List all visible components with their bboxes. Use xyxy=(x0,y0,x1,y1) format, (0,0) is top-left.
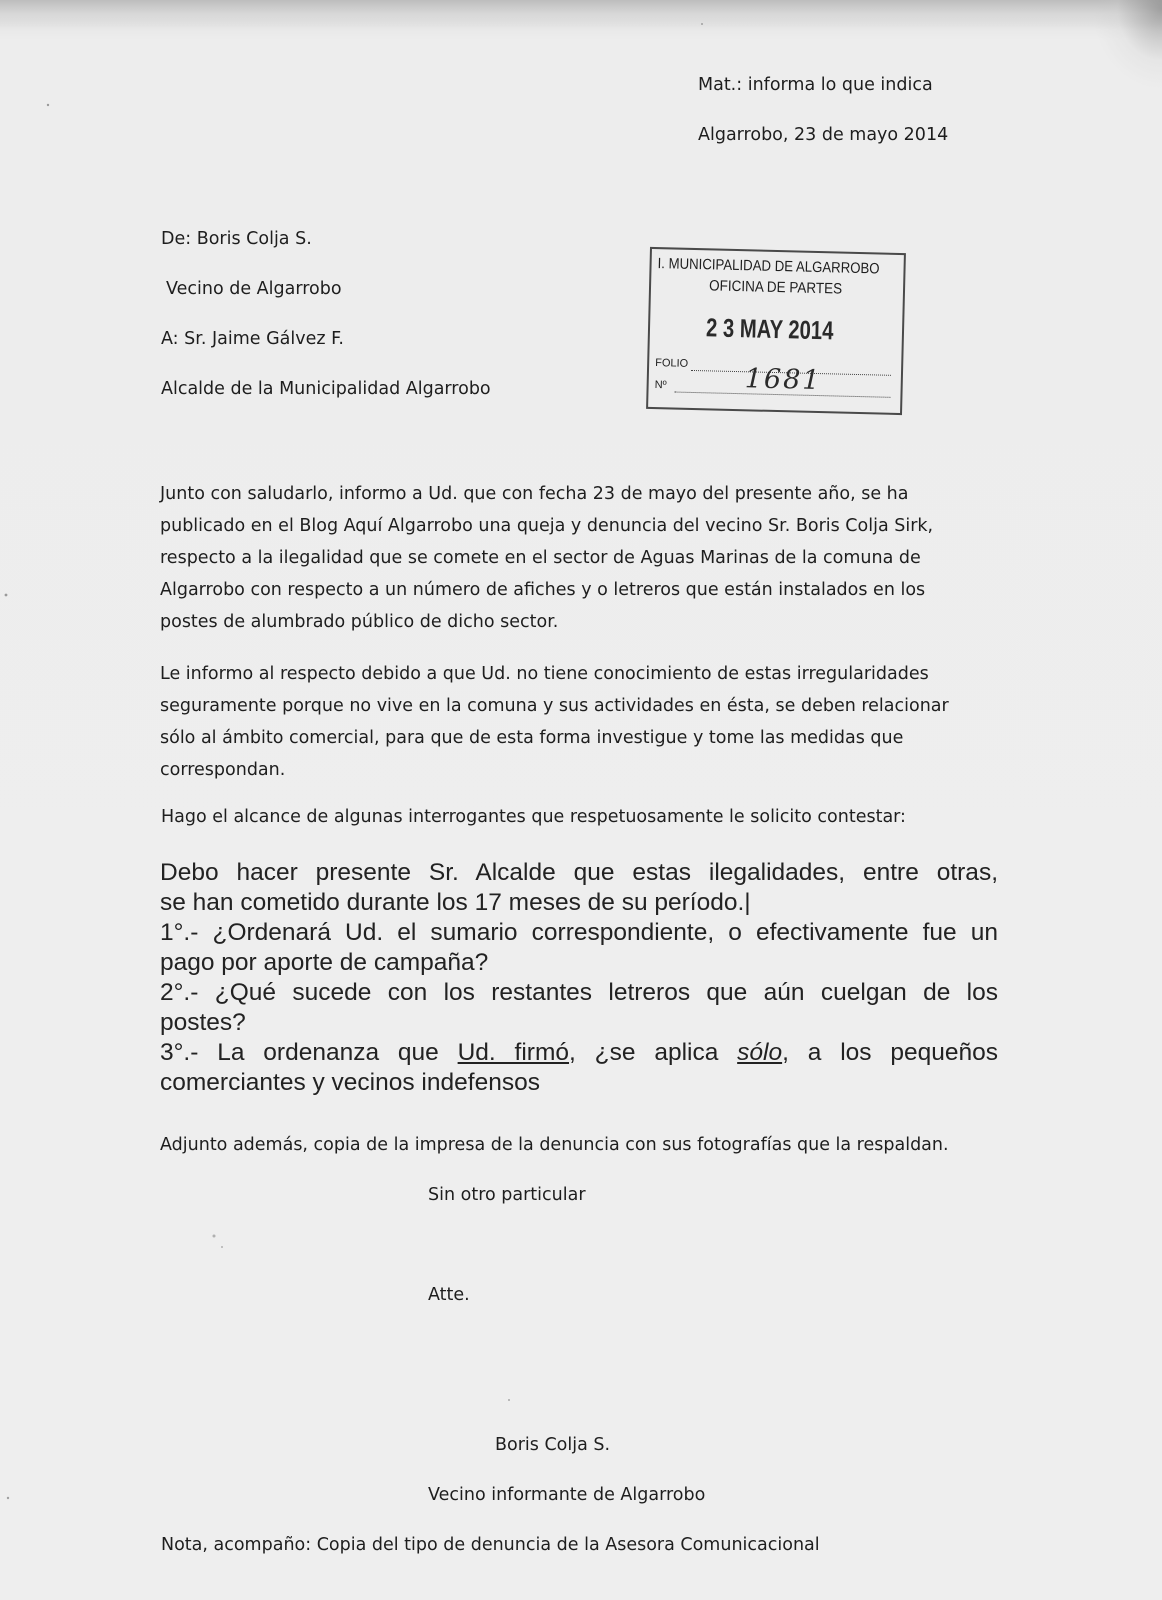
text-line: postes de alumbrado público de dicho sector. xyxy=(160,612,559,632)
question-1-line: pago por aporte de campaña? xyxy=(160,949,489,976)
closing-phrase: Sin otro particular xyxy=(428,1185,586,1205)
question-3-part: , ¿se aplica xyxy=(569,1039,738,1066)
question-2-line: 2°.- ¿Qué sucede con los restantes letreros que aún cuelgan de los xyxy=(160,979,998,1006)
text-line: respecto a la ilegalidad que se comete en el sector de Aguas Marinas de la comuna de xyxy=(160,548,921,568)
stamp-handwritten-number: 1681 xyxy=(744,363,822,397)
recipient-role: Alcalde de la Municipalidad Algarrobo xyxy=(161,379,491,399)
sender-line: De: Boris Colja S. xyxy=(161,229,312,249)
stamp-folio-label: FOLIO xyxy=(655,357,689,370)
question-3-part: , a los pequeños xyxy=(782,1039,998,1066)
stamp-institution: I. MUNICIPALIDAD DE ALGARROBO xyxy=(657,255,880,278)
closing-atte: Atte. xyxy=(428,1285,470,1305)
text-line: seguramente porque no vive en la comuna y sus actividades en ésta, se deben relacionar xyxy=(160,696,949,716)
text-line: Algarrobo con respecto a un número de afiches y o letreros que están instalados en los xyxy=(160,580,926,600)
question-3-emphasis: sólo xyxy=(737,1039,783,1066)
stamp-date: 2 3 MAY 2014 xyxy=(705,312,834,346)
question-1-line: 1°.- ¿Ordenará Ud. el sumario correspondiente, o efectivamente fue un xyxy=(160,919,998,946)
stamp-number-label: Nº xyxy=(654,379,667,392)
question-3-part: 3°.- La ordenanza que xyxy=(160,1039,458,1066)
question-2-line: postes? xyxy=(160,1009,246,1036)
place-date: Algarrobo, 23 de mayo 2014 xyxy=(698,125,949,145)
question-3-underlined: Ud. firmó xyxy=(457,1039,570,1066)
question-3-line: comerciantes y vecinos indefensos xyxy=(160,1069,540,1096)
paragraph-attachment: Adjunto además, copia de la impresa de la denuncia con sus fotografías que la respaldan. xyxy=(160,1135,949,1155)
text-line: correspondan. xyxy=(160,760,286,780)
text-line: publicado en el Blog Aquí Algarrobo una queja y denuncia del vecino Sr. Boris Colja Sirk, xyxy=(160,516,934,536)
signer-name: Boris Colja S. xyxy=(495,1435,611,1455)
stamp-office: OFICINA DE PARTES xyxy=(708,277,843,298)
footnote: Nota, acompaño: Copia del tipo de denuncia de la Asesora Comunicacional xyxy=(161,1535,820,1555)
paragraph-questions-intro: Hago el alcance de algunas interrogantes que respetuosamente le solicito contestar: xyxy=(161,807,906,827)
signer-role: Vecino informante de Algarrobo xyxy=(428,1485,706,1505)
text-line: sólo al ámbito comercial, para que de esta forma investigue y tome las medidas que xyxy=(160,728,904,748)
question-text-line: se han cometido durante los 17 meses de su período.| xyxy=(160,889,751,916)
recipient-line: A: Sr. Jaime Gálvez F. xyxy=(161,329,344,349)
text-line: Junto con saludarlo, informo a Ud. que con fecha 23 de mayo del presente año, se ha xyxy=(160,484,909,504)
text-line: Le informo al respecto debido a que Ud. no tiene conocimiento de estas irregularidades xyxy=(160,664,929,684)
question-text-line: Debo hacer presente Sr. Alcalde que estas ilegalidades, entre otras, xyxy=(160,859,998,886)
sender-role: Vecino de Algarrobo xyxy=(166,279,342,299)
subject-line: Mat.: informa lo que indica xyxy=(698,75,933,95)
